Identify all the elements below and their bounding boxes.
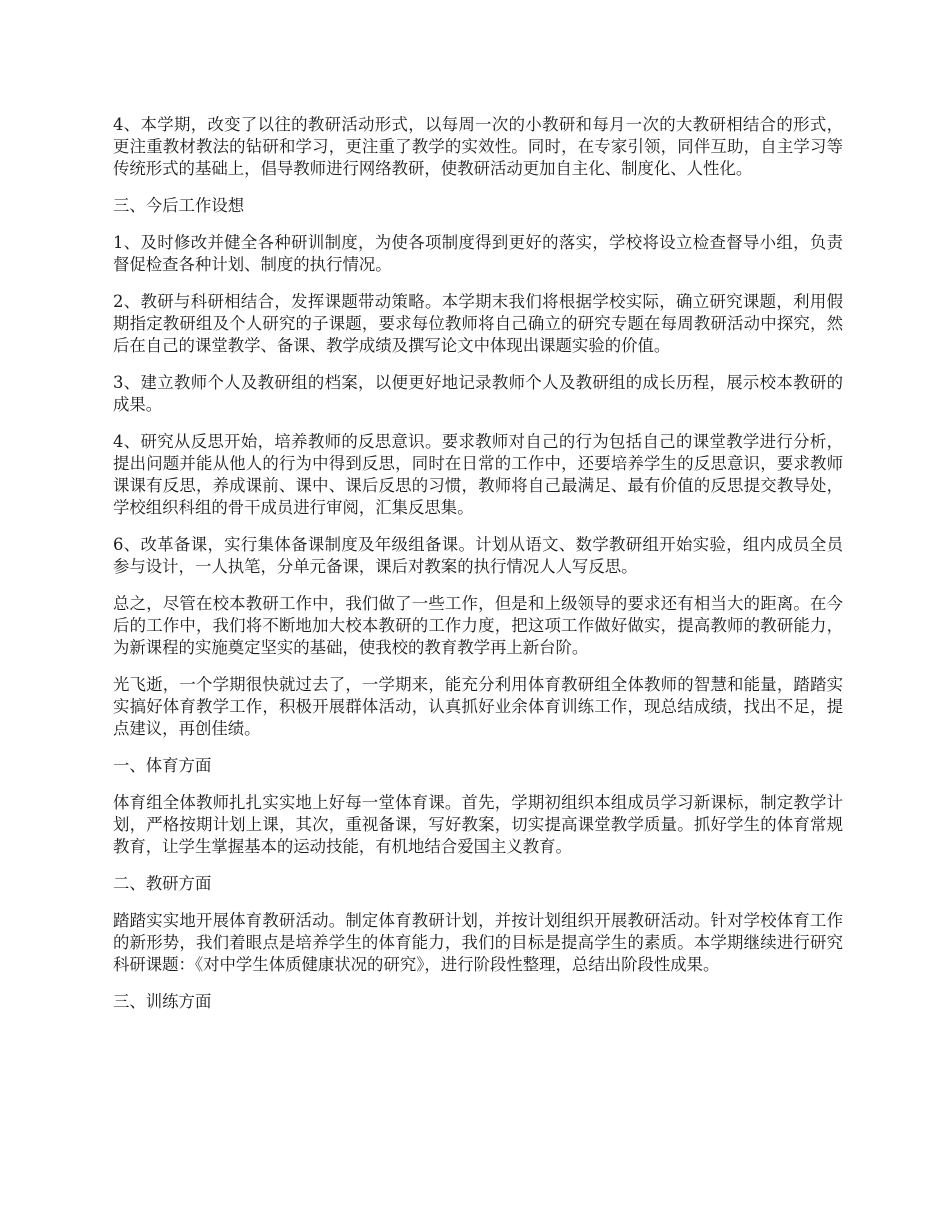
paragraph-plan-1: 1、及时修改并健全各种研训制度，为使各项制度得到更好的落实，学校将设立检查督导小组，负责督促检查各种计划、制度的执行情况。 <box>113 233 843 274</box>
heading-pe-section: 一、体育方面 <box>113 756 212 775</box>
heading-training-section: 三、训练方面 <box>113 992 212 1011</box>
document-body <box>113 114 843 1028</box>
heading-research-section: 二、教研方面 <box>113 874 212 893</box>
paragraph-pe-research: 踏踏实实地开展体育教研活动。制定体育教研计划，并按计划组织开展教研活动。针对学校体育工作的新形势，我们着眼点是培养学生的体育能力，我们的目标是提高学生的素质。本学期继续进行研究科研课题：《对中学生体质健康状况的研究》，进行阶段性整理，总结出阶段性成果。 <box>113 911 843 974</box>
paragraph-pe-intro: 光飞逝，一个学期很快就过去了，一学期来，能充分利用体育教研组全体教师的智慧和能量，踏踏实实搞好体育教学工作，积极开展群体活动，认真抓好业余体育训练工作，现总结成绩，找出不足，提点建议，再创佳绩。 <box>113 675 843 738</box>
paragraph-plan-3: 3、建立教师个人及教研组的档案，以便更好地记录教师个人及教研组的成长历程，展示校本教研的成果。 <box>113 373 843 414</box>
paragraph-weekly-research: 4、本学期，改变了以往的教研活动形式，以每周一次的小教研和每月一次的大教研相结合的形式，更注重教材教法的钻研和学习，更注重了教学的实效性。同时，在专家引领，同伴互助，自主学习等传统形式的基础上，倡导教师进行网络教研，使教研活动更加自主化、制度化、人性化。 <box>113 115 843 178</box>
heading-future-plans: 三、今后工作设想 <box>113 196 245 215</box>
paragraph-summary: 总之，尽管在校本教研工作中，我们做了一些工作，但是和上级领导的要求还有相当大的距离。在今后的工作中，我们将不断地加大校本教研的工作力度，把这项工作做好做实，提高教师的教研能力，为新课程的实施奠定坚实的基础，使我校的教育教学再上新台阶。 <box>113 594 843 657</box>
paragraph-plan-2: 2、教研与科研相结合，发挥课题带动策略。本学期末我们将根据学校实际，确立研究课题，利用假期指定教研组及个人研究的子课题，要求每位教师将自己确立的研究专题在每周教研活动中探究，然后在自己的课堂教学、备课、教学成绩及撰写论文中体现出课题实验的价值。 <box>113 292 843 355</box>
paragraph-plan-6: 6、改革备课，实行集体备课制度及年级组备课。计划从语文、数学教研组开始实验，组内成员全员参与设计，一人执笔，分单元备课，课后对教案的执行情况人人写反思。 <box>113 535 843 576</box>
paragraph-plan-4: 4、研究从反思开始，培养教师的反思意识。要求教师对自己的行为包括自己的课堂教学进行分析，提出问题并能从他人的行为中得到反思，同时在日常的工作中，还要培养学生的反思意识，要求教师课课有反思，养成课前、课中、课后反思的习惯，教师将自己最满足、最有价值的反思提交教导处，学校组织科组的骨干成员进行审阅，汇集反思集。 <box>113 432 843 517</box>
paragraph-pe-teaching: 体育组全体教师扎扎实实地上好每一堂体育课。首先，学期初组织本组成员学习新课标，制定教学计划，严格按期计划上课，其次，重视备课，写好教案，切实提高课堂教学质量。抓好学生的体育常规教育，让学生掌握基本的运动技能，有机地结合爱国主义教育。 <box>113 793 843 856</box>
